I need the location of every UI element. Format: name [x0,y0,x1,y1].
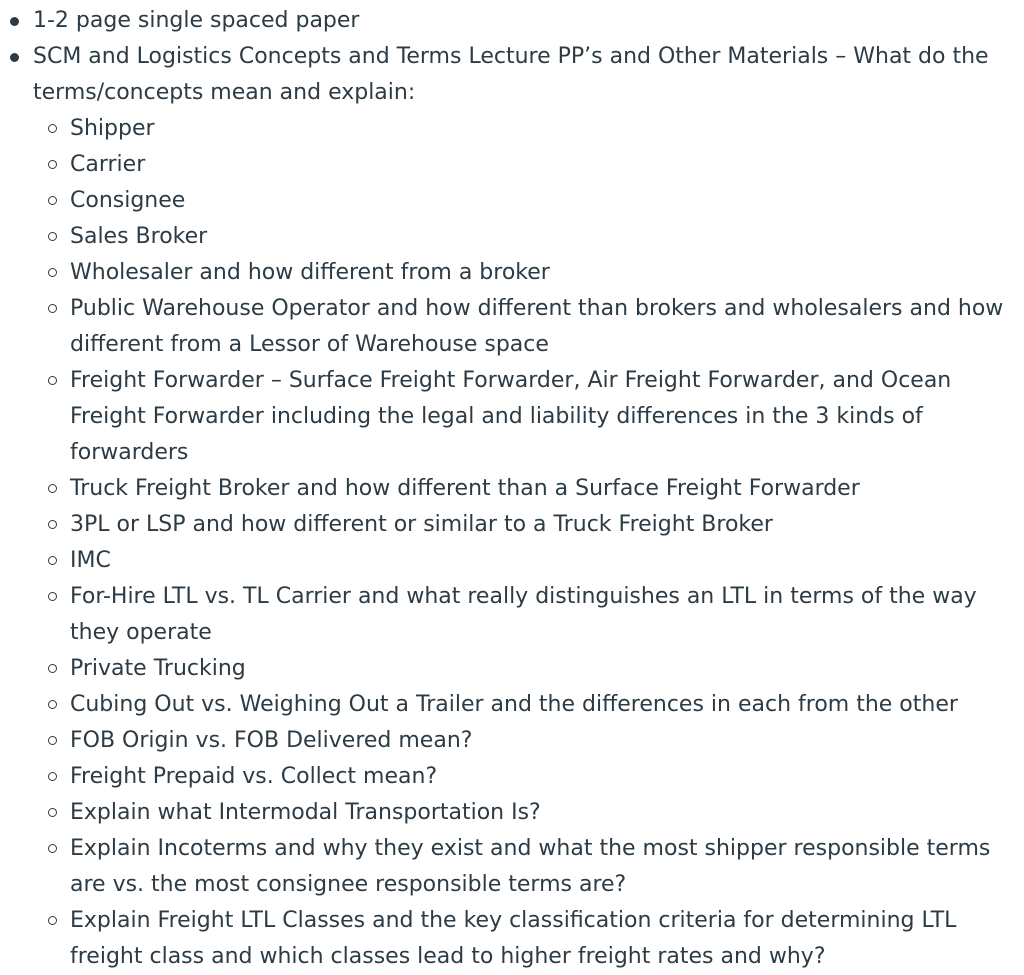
hollow-bullet-icon [48,124,57,133]
filled-bullet-icon [10,53,19,62]
filled-bullet-icon [10,17,19,26]
sub-list-item [70,579,1024,651]
sub-list-item-text: 3PL or LSP and how different or similar to a Truck Freight Broker [70,512,773,537]
sub-list-item [70,183,1024,219]
sub-list-item-text: Truck Freight Broker and how different than a Surface Freight Forwarder [70,476,860,501]
nested-bullet-list [33,111,1024,975]
hollow-bullet-icon [48,700,57,709]
outer-bullet-list [0,3,1024,975]
list-item [33,3,1024,39]
sub-list-item-text: IMC [70,548,111,573]
sub-list-item-text: Wholesaler and how different from a broker [70,260,550,285]
hollow-bullet-icon [48,196,57,205]
hollow-bullet-icon [48,592,57,601]
sub-list-item-text: Carrier [70,152,146,177]
sub-list-item-text: Sales Broker [70,224,208,249]
sub-list-item-text: Shipper [70,116,155,141]
hollow-bullet-icon [48,520,57,529]
sub-list-item [70,363,1024,471]
sub-list-item [70,507,1024,543]
hollow-bullet-icon [48,304,57,313]
sub-list-item-text: Consignee [70,188,186,213]
sub-list-item-text: Freight Prepaid vs. Collect mean? [70,764,438,789]
list-item-text: SCM and Logistics Concepts and Terms Lecture PP’s and Other Materials – What do the terms/concepts mean and explain: [33,44,989,105]
sub-list-item [70,795,1024,831]
sub-list-item-text: Explain what Intermodal Transportation Is? [70,800,541,825]
sub-list-item-text: FOB Origin vs. FOB Delivered mean? [70,728,473,753]
sub-list-item-text: Freight Forwarder – Surface Freight Forwarder, Air Freight Forwarder, and Ocean Freight Forwarder including the legal and liability differences in the 3 kinds of forwarders [70,368,952,465]
hollow-bullet-icon [48,160,57,169]
hollow-bullet-icon [48,916,57,925]
hollow-bullet-icon [48,808,57,817]
sub-list-item [70,255,1024,291]
hollow-bullet-icon [48,232,57,241]
list-item-text: 1-2 page single spaced paper [33,8,360,33]
sub-list-item-text: Cubing Out vs. Weighing Out a Trailer and the differences in each from the other [70,692,958,717]
sub-list-item-text: Public Warehouse Operator and how different than brokers and wholesalers and how different from a Lessor of Warehouse space [70,296,1004,357]
hollow-bullet-icon [48,556,57,565]
sub-list-item [70,651,1024,687]
sub-list-item-text: Private Trucking [70,656,246,681]
sub-list-item [70,759,1024,795]
list-item [33,39,1024,975]
sub-list-item [70,723,1024,759]
hollow-bullet-icon [48,844,57,853]
hollow-bullet-icon [48,772,57,781]
sub-list-item [70,903,1024,975]
sub-list-item [70,687,1024,723]
sub-list-item [70,831,1024,903]
hollow-bullet-icon [48,376,57,385]
sub-list-item [70,111,1024,147]
sub-list-item-text: Explain Freight LTL Classes and the key classification criteria for determining LTL freight class and which classes lead to higher freight rates and why? [70,908,957,969]
hollow-bullet-icon [48,268,57,277]
sub-list-item [70,219,1024,255]
hollow-bullet-icon [48,664,57,673]
hollow-bullet-icon [48,484,57,493]
sub-list-item [70,147,1024,183]
sub-list-item-text: Explain Incoterms and why they exist and what the most shipper responsible terms are vs. the most consignee responsible terms are? [70,836,991,897]
sub-list-item [70,291,1024,363]
sub-list-item [70,543,1024,579]
sub-list-item-text: For-Hire LTL vs. TL Carrier and what really distinguishes an LTL in terms of the way they operate [70,584,977,645]
hollow-bullet-icon [48,736,57,745]
sub-list-item [70,471,1024,507]
